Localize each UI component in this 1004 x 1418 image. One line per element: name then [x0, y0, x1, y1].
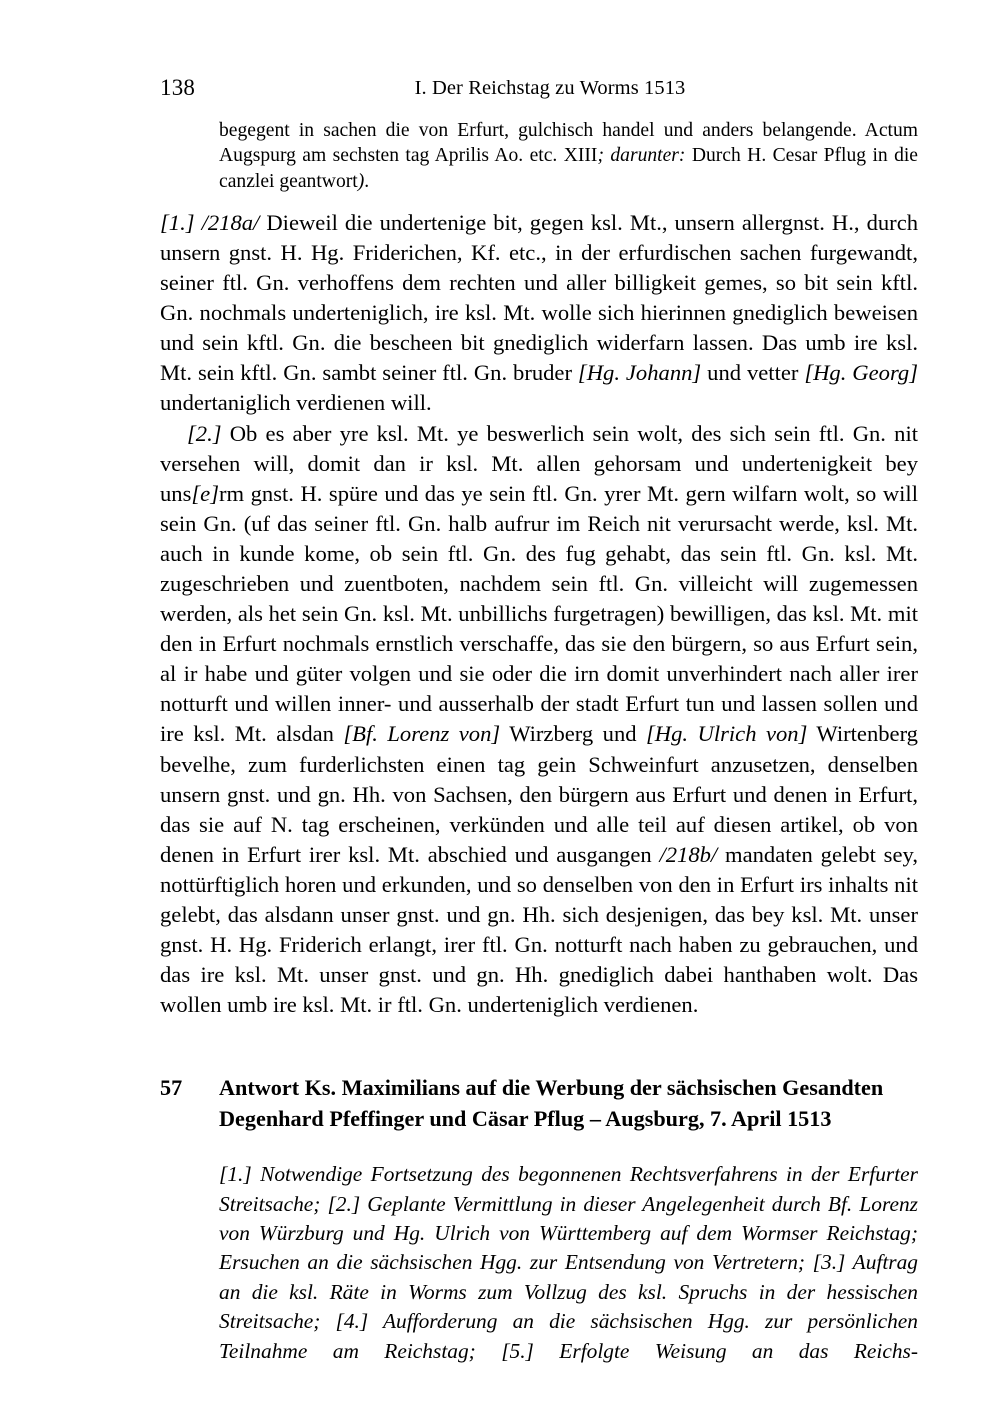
paragraph-2-text-g: Wirtenberg bevelhe, zum furderlichsten einen tag gein Schweinfurt anzusetzen, denselben unsern gnst. und gn. Hh. von Sachsen, den bürgern aus Erfurt und denen in Erfurt, das sie auf N. tag erscheinen, verkünden und alle teil auf diesen artikel, ob von denen in Erfurt irer ksl. Mt. abschied und ausgangen — [160, 721, 918, 867]
main-edition-text — [160, 208, 918, 1021]
regest-summary — [219, 1160, 918, 1366]
text-column — [160, 118, 918, 1366]
small-block-text-2: Durch H. Cesar Pflug in die canzlei geantwort — [219, 145, 919, 192]
paragraph-1-text-e: undertaniglich verdienen will. — [160, 390, 432, 416]
small-block-text-1: begegent in sachen die von Erfurt, gulchisch handel und anders belangende. Actum Augspurg am sechsten tag Aprilis Ao. etc. XIII — [219, 120, 918, 167]
paragraph-2-text-e: Wirzberg und — [500, 721, 646, 747]
paragraph-2-text-c: rm gnst. H. spüre und das ye sein ftl. Gn. yrer Mt. gern wilfarn wolt, so will sein Gn. (uf das seiner ftl. Gn. halb aufrur im Reich nit verursacht werde, ksl. Mt. auch in kunde kome, ob sein ftl. Gn. des fug gehabt, das sein ftl. Gn. ksl. Mt. zugeschrieben und zuentboten, nachdem sein ftl. Gn. villeicht will zugemessen werden, als het sein Gn. ksl. Mt. unbillichs furgetragen) bewilligen, das ksl. Mt. mit den in Erfurt nochmals ernstlich verschaffe, das sie den bürgern, so aus Erfurt sein, al ir habe und güter volgen und sie oder die irn domit unverhindert nach aller irer notturft und willen inner- und ausserhalb der stadt Erfurt tun und lassen sollen und ire ksl. Mt. alsdan — [160, 480, 918, 747]
paragraph-1-marker: [1.] /218a/ — [160, 209, 260, 235]
paragraph-2-italic-b: [e] — [191, 480, 220, 506]
paragraph-2-text-i: mandaten gelebt sey, nottürftiglich horen und erkunden, und so denselben von den in Erfurt irs inhalts nit gelebt, das alsdann unser gnst. und gn. Hh. sich desjenigen, das bey ksl. Mt. unser gnst. H. Hg. Friderich erlangt, irer ftl. Gn. notturft nach haben zu gebrauchen, und das ire ksl. Mt. unser gnst. und gn. Hh. gnediglich dabei hanthaben wolt. Das wollen umb ire ksl. Mt. ir ftl. Gn. underteniglich verdienen. — [160, 841, 918, 1018]
paragraph-2-italic-f: [Hg. Ulrich von] — [646, 721, 808, 747]
small-block-text-3: . — [364, 170, 370, 192]
paragraph-1-italic-b: [Hg. Johann] — [577, 360, 702, 386]
quoted-small-block — [219, 118, 918, 194]
paragraph-1-italic-d: [Hg. Georg] — [804, 360, 918, 386]
paragraph-1-text-a: Dieweil die undertenige bit, gegen ksl. Mt., unsern allergnst. H., durch unsern gnst. H. Hg. Friderichen, Kf. etc., in der erfurdischen sachen furgewandt, seiner ftl. Gn. verhoffens dem rechten und aller billigkeit gemes, so bit sein kftl. Gn. nochmals underteniglich, ire ksl. Mt. wolle sich hierinnen gnediglich beweisen und sein kftl. Gn. die bescheen bit gnediglich widerfarn lassen. Das umb ire ksl. Mt. sein kftl. Gn. sambt seiner ftl. Gn. bruder — [160, 209, 919, 386]
paragraph-2 — [160, 419, 918, 1021]
small-block-italic-2: ) — [357, 170, 365, 192]
running-head — [160, 74, 918, 102]
paragraph-1 — [160, 208, 918, 419]
section-heading — [160, 1073, 918, 1134]
page-number: 138 — [160, 75, 196, 100]
paragraph-2-italic-d: [Bf. Lorenz von] — [343, 721, 501, 747]
small-block-italic-1: ; darunter: — [597, 145, 686, 167]
paragraph-2-text-a: Ob es aber yre ksl. Mt. ye beswerlich sein wolt, des sich sein ftl. Gn. nit versehen will, domit dan ir ksl. Mt. allen gehorsam und undertenigkeit bey uns — [160, 420, 918, 506]
paragraph-2-italic-h: /218b/ — [659, 841, 718, 867]
paragraph-2-marker: [2.] — [187, 420, 222, 446]
section-number: 57 — [160, 1075, 183, 1101]
paragraph-1-text-c: und vetter — [701, 360, 805, 386]
section-title: Antwort Ks. Maximilians auf die Werbung der sächsischen Gesandten Degenhard Pfeffinger und Cäsar Pflug – Augsburg, 7. April 1513 — [219, 1075, 884, 1131]
running-title: I. Der Reichstag zu Worms 1513 — [414, 77, 686, 99]
regest-text: [1.] Notwendige Fortsetzung des begonnenen Rechtsverfahrens in der Erfurter Streitsache; [2.] Geplante Vermittlung in dieser Angelegenheit durch Bf. Lorenz von Würzburg und Hg. Ulrich von Württemberg auf dem Wormser Reichstag; Ersuchen an die sächsischen Hgg. zur Entsendung von Vertretern; [3.] Auftrag an die ksl. Räte in Worms zum Vollzug des ksl. Spruchs in der hessischen Streitsache; [4.] Aufforderung an die sächsischen Hgg. zur persönlichen Teilnahme am Reichstag; [5.] Erfolgte Weisung an das Reichs- — [219, 1162, 918, 1363]
